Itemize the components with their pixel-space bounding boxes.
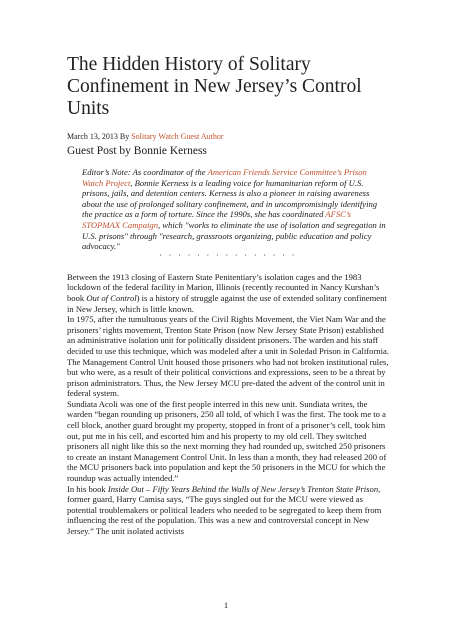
author-link[interactable]: Solitary Watch Guest Author <box>131 132 224 141</box>
document-page <box>67 54 389 537</box>
note-tail: , which "works to eliminate the use of isolation and segregation in U.S. prisons" through "research, grassroots organizing, public education and policy advocacy." <box>82 219 386 252</box>
book-title-inside-out: Inside Out – Fifty Years Behind the Walls of New Jersey’s Trenton State Prison <box>107 483 379 494</box>
paragraph-4 <box>67 484 389 537</box>
p4-text-end: , former guard, Harry Camisa says, “The guys singled out for the MCU were viewed as potential troublemakers or political leaders who needed to be segregated to keep them from influencing the rest of the population. This was a new and controversial concept in New Jersey.” The unit isolated activists <box>67 483 382 536</box>
stopmax-link[interactable]: AFSC’s STOPMAX Campaign <box>82 209 352 230</box>
p1-text-start: Between the 1913 closing of Eastern State Penitentiary’s isolation cages and the 1983 lockdown of the federal facility in Marion, Illinois (recently recounted in Nancy Kurshan’s book <box>67 271 380 303</box>
editors-note <box>67 167 389 252</box>
afsc-link[interactable]: American Friends Service Committee’s Prison Watch Project <box>82 167 367 188</box>
article-body <box>67 272 389 537</box>
note-middle: , Bonnie Kerness is a leading voice for humanitarian reform of U.S. prisons, jails, and detention centers. Kerness is also a pioneer in raising awareness about the use of prolonged solitary confinement, and in uncompromisingly identifying the practice as a form of torture. Since the 1990s, she has coordinated <box>82 177 378 220</box>
section-divider: · · · · · · · · · · · · · · · <box>159 250 297 260</box>
p4-text-start: In his book <box>67 483 108 494</box>
paragraph-1 <box>67 272 389 314</box>
p1-text-end: ) is a history of struggle against the use of extended solitary confinement in New Jersey, which is little known. <box>67 292 387 314</box>
guest-post-byline: Guest Post by Bonnie Kerness <box>67 145 207 157</box>
page-number: 1 <box>223 600 229 610</box>
book-title-out-of-control: Out of Control <box>86 292 137 303</box>
article-meta <box>67 132 389 142</box>
paragraph-3: Sundiata Acoli was one of the first people interred in this new unit. Sundiata writes, the warden “began rounding up prisoners, 250 all told, of which I was the first. The took me to a cell block, another guard brought my property, stopped in front of a prisoner’s cell, took him out, put me in his cell, and escorted him and his property to my old cell. They switched prisoners all night like this so the next morning they had rounded up, switched 250 prisoners to create an instant Management Control Unit. In less than a month, they had released 200 of the MCU prisoners back into population and kept the 50 prisoners in the MCU for which the roundup was actually intended.” <box>67 398 387 484</box>
note-lead: Editor’s Note: As coordinator of the <box>82 167 208 177</box>
date-prefix: March 13, 2013 By <box>67 132 132 141</box>
article-title: The Hidden History of Solitary Confinement in New Jersey’s Control Units <box>67 54 362 119</box>
paragraph-2: In 1975, after the tumultuous years of the Civil Rights Movement, the Viet Nam War and the prisoners’ rights movement, Trenton State Prison (now New Jersey State Prison) established an administrative isolation unit for politically dissident prisoners. The warden and his staff decided to use this technique, which was modeled after a unit in Soledad Prison in California. The Management Control Unit housed those prisoners who had not broken institutional rules, but who were, as a result of their political convictions and expressions, seen to be a threat by prison administrators. Thus, the New Jersey MCU pre-dated the advent of the control unit in federal system. <box>67 314 389 399</box>
